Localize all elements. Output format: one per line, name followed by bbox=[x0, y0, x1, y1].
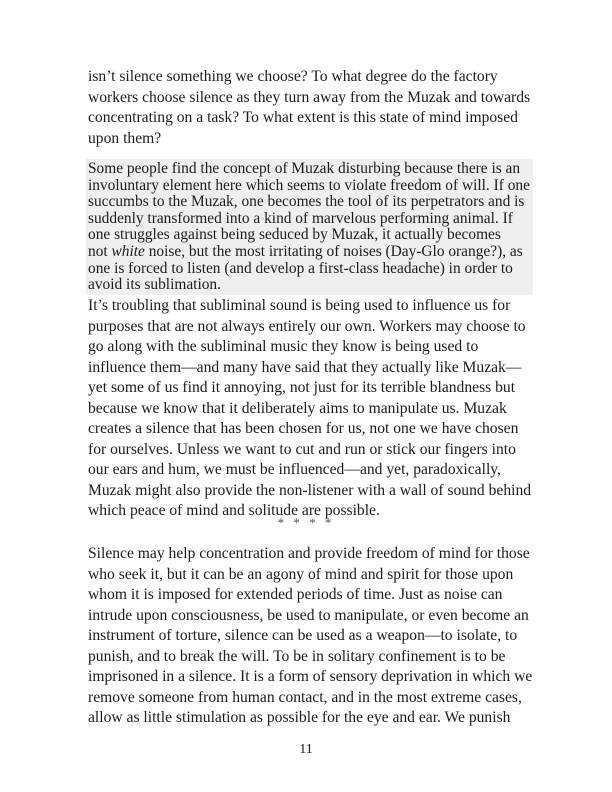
text-line: purposes that are not always entirely our own. Workers may choose to bbox=[88, 317, 526, 335]
text-line: for ourselves. Unless we want to cut and run or stick our fingers into bbox=[88, 440, 516, 458]
section-separator: * * * * bbox=[277, 515, 335, 530]
text-segment: not bbox=[88, 242, 112, 260]
text-line: go along with the subliminal music they know is being used to bbox=[88, 338, 479, 355]
text-line: imprisoned in a silence. It is a form of sensory deprivation in which we bbox=[88, 668, 533, 685]
text-line: concentrating on a task? To what extent is this state of mind imposed bbox=[88, 109, 518, 126]
text-line: involuntary element here which seems to violate freedom of will. If one bbox=[88, 176, 530, 194]
text-line: creates a silence that has been chosen for us, not one we have chosen bbox=[88, 420, 519, 437]
text-line: punish, and to break the will. To be in solitary confinement is to be bbox=[88, 647, 506, 665]
text-line: instrument of torture, silence can be used as a weapon—to isolate, to bbox=[88, 627, 518, 644]
text-line: influence them—and many have said that they actually like Muzak— bbox=[88, 358, 522, 376]
text-line: who seek it, but it can be an agony of mind and spirit for those upon bbox=[88, 565, 514, 583]
paragraph-3 bbox=[88, 296, 531, 522]
text-line: yet some of us find it annoying, not just for its terrible blandness but bbox=[88, 379, 516, 396]
text-line: Some people find the concept of Muzak disturbing because there is an bbox=[88, 160, 521, 177]
text-line: upon them? bbox=[88, 129, 162, 147]
highlighted-paragraph bbox=[86, 159, 533, 295]
text-line: remove someone from human contact, and in the most extreme cases, bbox=[88, 688, 522, 706]
text-line: workers choose silence as they turn away from the Muzak and towards bbox=[88, 88, 531, 106]
text-line: one is forced to listen (and develop a first-class headache) in order to bbox=[88, 259, 513, 277]
text-line: Silence may help concentration and provide freedom of mind for those bbox=[88, 545, 530, 562]
text-line: because we know that it deliberately aims to manipulate us. Muzak bbox=[88, 399, 507, 417]
paragraph-4 bbox=[88, 544, 532, 729]
text-line: Muzak might also provide the non-listener with a wall of sound behind bbox=[88, 481, 532, 499]
text-line: allow as little stimulation as possible for the eye and ear. We punish bbox=[88, 709, 511, 726]
text-line: avoid its sublimation. bbox=[88, 276, 221, 294]
paragraph-1 bbox=[88, 67, 530, 149]
text-line: our ears and hum, we must be influenced—and yet, paradoxically, bbox=[88, 461, 501, 478]
text-line bbox=[88, 244, 530, 261]
text-line: It’s troubling that subliminal sound is being used to influence us for bbox=[88, 297, 511, 314]
text-line: one struggles against being seduced by Muzak, it actually becomes bbox=[88, 226, 501, 244]
text-line: suddenly transformed into a kind of marvelous performing animal. If bbox=[88, 209, 513, 227]
text-line: whom it is imposed for extended periods of time. Just as noise can bbox=[88, 586, 503, 603]
text-line: intrude upon consciousness, be used to manipulate, or even become an bbox=[88, 606, 529, 624]
text-segment: noise, but the most irritating of noises (Day-Glo orange?), as bbox=[144, 242, 523, 260]
page-number: 11 bbox=[299, 742, 313, 757]
text-line: isn’t silence something we choose? To what degree do the factory bbox=[88, 68, 498, 85]
text-line: succumbs to the Muzak, one becomes the tool of its perpetrators and is bbox=[88, 193, 525, 211]
italic-word: white bbox=[111, 242, 145, 260]
text-line: which peace of mind and solitude are possible. bbox=[88, 502, 380, 519]
